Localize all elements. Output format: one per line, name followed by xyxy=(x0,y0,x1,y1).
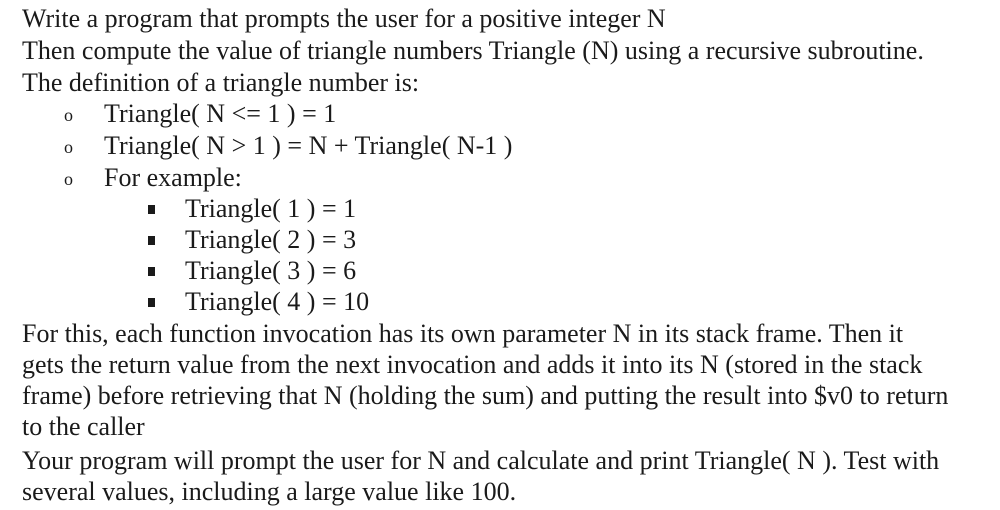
definition-item-3: For example: xyxy=(104,163,242,192)
intro-line-2: Then compute the value of triangle numbers Triangle (N) using a recursive subroutine. xyxy=(22,36,924,65)
intro-line-3: The definition of a triangle number is: xyxy=(22,68,420,97)
instructions-line-2: several values, including a large value like 100. xyxy=(22,477,517,506)
example-item-3: Triangle( 3 ) = 6 xyxy=(185,256,357,285)
instructions-line-1: Your program will prompt the user for N and calculate and print Triangle( N ). Test with xyxy=(22,446,940,475)
intro-line-1: Write a program that prompts the user for a positive integer N xyxy=(22,4,666,33)
square-bullet-icon xyxy=(148,267,155,276)
explanation-line-1: For this, each function invocation has its own parameter N in its stack frame. Then it xyxy=(22,319,904,348)
circle-bullet-icon: o xyxy=(64,105,73,125)
example-item-4: Triangle( 4 ) = 10 xyxy=(185,287,370,316)
square-bullet-icon xyxy=(148,205,155,214)
circle-bullet-icon: o xyxy=(64,137,73,157)
explanation-line-3: frame) before retrieving that N (holding the sum) and putting the result into $v0 to return xyxy=(22,381,949,410)
example-item-1: Triangle( 1 ) = 1 xyxy=(185,194,357,223)
circle-bullet-icon: o xyxy=(64,169,73,189)
definition-item-1: Triangle( N <= 1 ) = 1 xyxy=(104,99,337,128)
explanation-line-2: gets the return value from the next invocation and adds it into its N (stored in the stack xyxy=(22,350,923,379)
square-bullet-icon xyxy=(148,236,155,245)
explanation-line-4: to the caller xyxy=(22,412,145,441)
example-item-2: Triangle( 2 ) = 3 xyxy=(185,225,357,254)
square-bullet-icon xyxy=(148,298,155,307)
definition-item-2: Triangle( N > 1 ) = N + Triangle( N-1 ) xyxy=(104,131,513,160)
